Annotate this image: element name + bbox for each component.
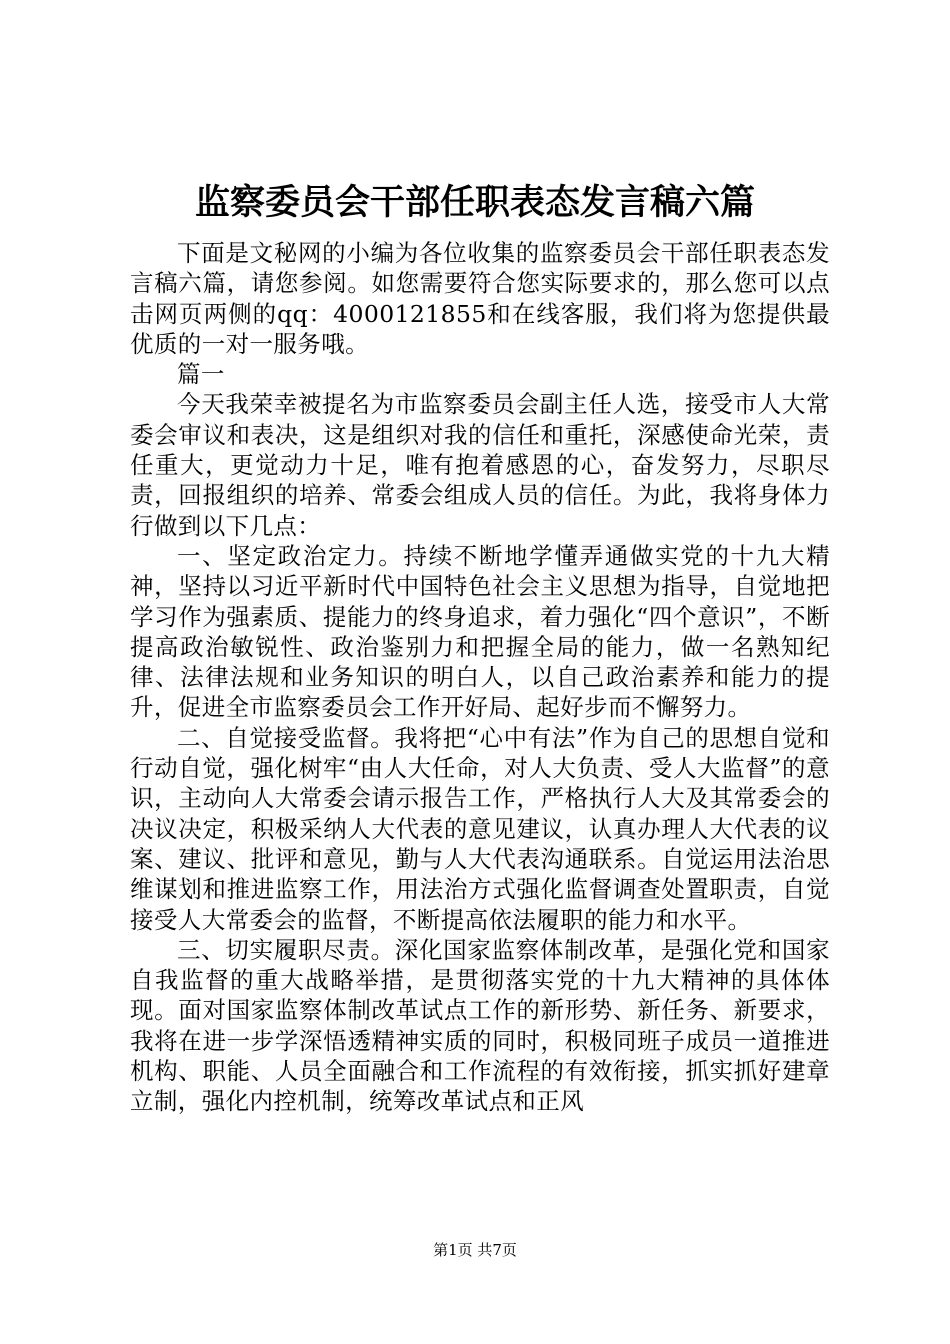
body-paragraph: 一、坚定政治定力。持续不断地学懂弄通做实党的十九大精神，坚持以习近平新时代中国特色社会主义思想为指导，自觉地把学习作为强素质、提能力的终身追求，着力强化“四个意识”，不断提高政治敏锐性、政治鉴别力和把握全局的能力，做一名熟知纪律、法律法规和业务知识的明白人，以自己政治素养和能力的提升，促进全市监察委员会工作开好局、起好步而不懈努力。 bbox=[130, 541, 830, 722]
body-paragraph: 今天我荣幸被提名为市监察委员会副主任人选，接受市人大常委会审议和表决，这是组织对我的信任和重托，深感使命光荣，责任重大，更觉动力十足，唯有抱着感恩的心，奋发努力，尽职尽责，回报组织的培养、常委会组成人员的信任。为此，我将身体力行做到以下几点： bbox=[130, 390, 830, 540]
body-paragraph: 三、切实履职尽责。深化国家监察体制改革，是强化党和国家自我监督的重大战略举措，是贯彻落实党的十九大精神的具体体现。面对国家监察体制改革试点工作的新形势、新任务、新要求，我将在进一步学深悟透精神实质的同时，积极同班子成员一道推进机构、职能、人员全面融合和工作流程的有效衔接，抓实抓好建章立制，强化内控机制，统筹改革试点和正风 bbox=[130, 935, 830, 1116]
document-title: 监察委员会干部任职表态发言稿六篇 bbox=[194, 182, 755, 223]
section-heading: 篇一 bbox=[177, 360, 225, 389]
body-paragraph: 二、自觉接受监督。我将把“心中有法”作为自己的思想自觉和行动自觉，强化树牢“由人大任命，对人大负责、受人大监督”的意识，主动向人大常委会请示报告工作，严格执行人大及其常委会的决议决定，积极采纳人大代表的意见建议，认真办理人大代表的议案、建议、批评和意见，勤与人大代表沟通联系。自觉运用法治思维谋划和推进监察工作，用法治方式强化监督调查处置职责，自觉接受人大常委会的监督，不断提高依法履职的能力和水平。 bbox=[130, 723, 830, 934]
document-body bbox=[130, 238, 830, 1117]
intro-paragraph: 下面是文秘网的小编为各位收集的监察委员会干部任职表态发言稿六篇，请您参阅。如您需要符合您实际要求的，那么您可以点击网页两侧的qq：4000121855和在线客服，我们将为您提供最优质的一对一服务哦。 bbox=[130, 239, 830, 358]
page-footer: 第1页 共7页 bbox=[433, 1241, 517, 1259]
